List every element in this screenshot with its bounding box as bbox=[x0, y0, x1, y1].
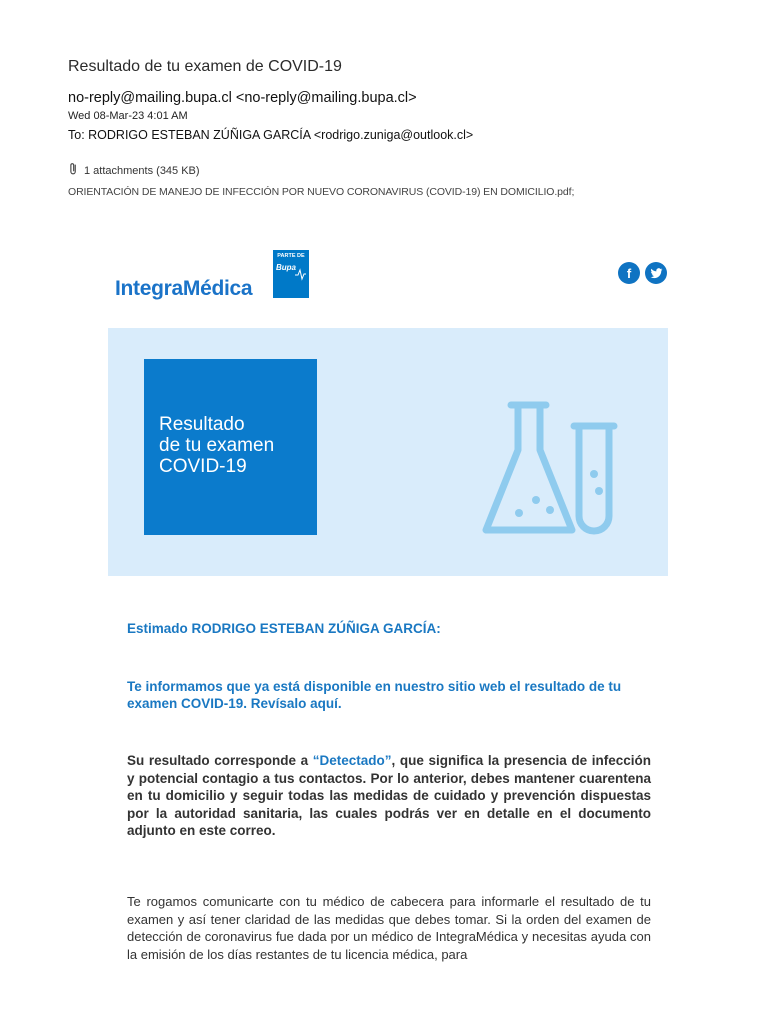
bupa-badge bbox=[273, 250, 309, 298]
bupa-badge-top: PARTE DE bbox=[277, 253, 305, 259]
result-rest: , que significa la presencia de infección y potencial contagio a tus contactos. Por lo anterior, debes mantener cuarentena en tu domicilio y seguir todas las medidas de cuidado y prevención dispuestas por la autoridad sanitaria, las cuales podrás ver en detalle en el documento adjunto en este correo. bbox=[127, 753, 651, 838]
integramedica-logo: IntegraMédica bbox=[115, 277, 253, 300]
info-paragraph[interactable]: Te informamos que ya está disponible en nuestro sitio web el resultado de tu examen COVID-19. Revísalo aquí. bbox=[127, 679, 622, 711]
twitter-icon[interactable] bbox=[645, 262, 667, 284]
email-to[interactable]: To: RODRIGO ESTEBAN ZÚÑIGA GARCÍA <rodrigo.zuniga@outlook.cl> bbox=[68, 128, 474, 142]
hero-title-box bbox=[144, 359, 317, 535]
email-banner-header bbox=[115, 250, 675, 310]
attachments-row[interactable] bbox=[68, 162, 748, 179]
email-from[interactable]: no-reply@mailing.bupa.cl <no-reply@mailing.bupa.cl> bbox=[68, 90, 417, 106]
lab-flask-icon bbox=[478, 398, 618, 553]
bupa-name: Bupa bbox=[276, 263, 296, 272]
email-date: Wed 08-Mar-23 4:01 AM bbox=[68, 110, 188, 122]
social-links bbox=[618, 262, 667, 284]
hero-title: Resultado de tu examen COVID-19 bbox=[159, 414, 275, 477]
result-paragraph bbox=[127, 752, 651, 840]
hero-banner bbox=[108, 328, 668, 576]
email-header bbox=[68, 58, 748, 198]
email-subject: Resultado de tu examen de COVID-19 bbox=[68, 58, 342, 75]
paperclip-icon bbox=[68, 162, 79, 179]
heartbeat-icon bbox=[275, 263, 307, 285]
doctor-paragraph: Te rogamos comunicarte con tu médico de cabecera para informarle el resultado de tu examen y así tener claridad de las medidas que debes tomar. Si la orden del examen de detección de coronavirus fue dada por un médico de IntegraMédica y necesitas ayuda con la emisión de los días restantes de tu licencia médica, para bbox=[127, 894, 651, 962]
result-value: “Detectado” bbox=[312, 753, 392, 768]
greeting: Estimado RODRIGO ESTEBAN ZÚÑIGA GARCÍA: bbox=[127, 621, 441, 636]
facebook-icon[interactable]: f bbox=[618, 262, 640, 284]
attachments-label: 1 attachments (345 KB) bbox=[84, 164, 200, 177]
attachment-file-link[interactable]: ORIENTACIÓN DE MANEJO DE INFECCIÓN POR NUEVO CORONAVIRUS (COVID-19) EN DOMICILIO.pdf; bbox=[68, 186, 575, 198]
result-intro: Su resultado corresponde a bbox=[127, 753, 313, 768]
